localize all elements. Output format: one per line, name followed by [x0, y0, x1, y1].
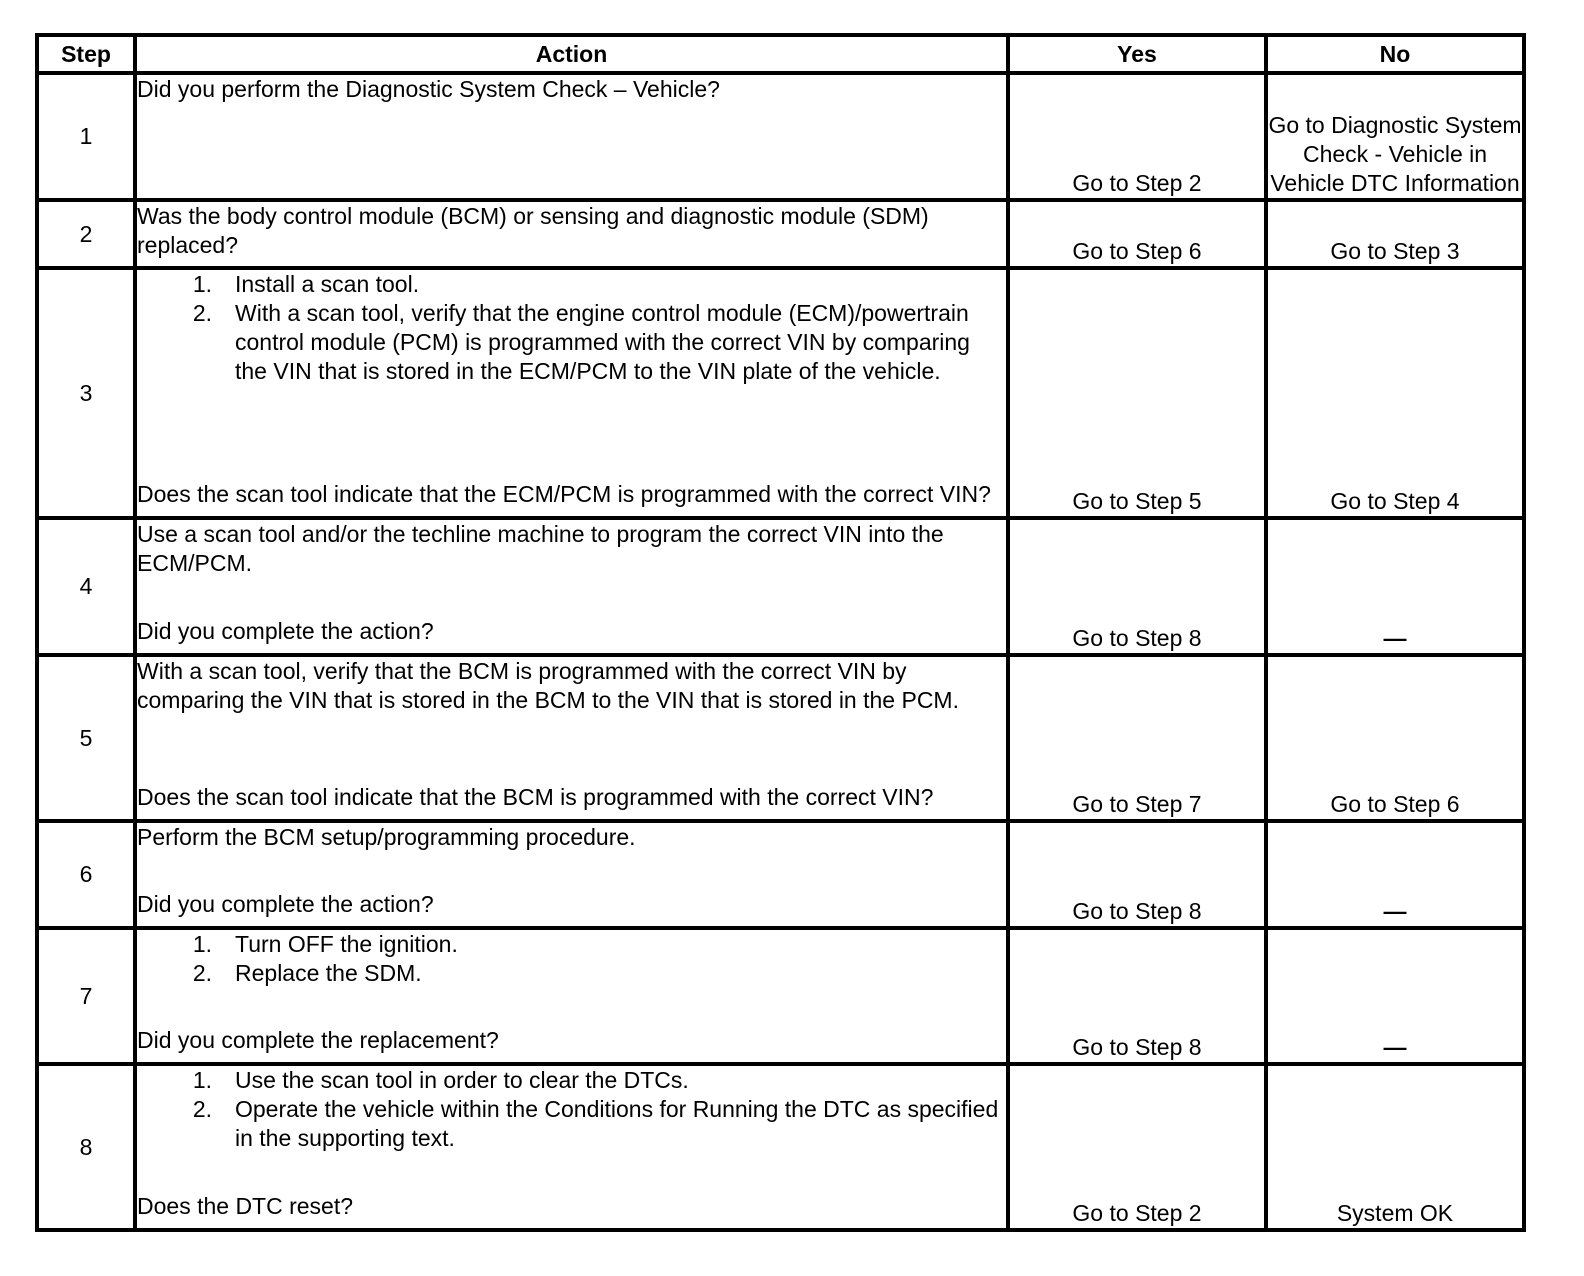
action-question: Did you complete the action? — [137, 618, 434, 644]
yes-result: Go to Step 6 — [1008, 200, 1266, 268]
list-item-text: Replace the SDM. — [235, 960, 422, 986]
action-steps-list — [137, 270, 1006, 386]
list-item-number: 2. — [192, 1096, 212, 1122]
diagnostic-table — [35, 33, 1526, 1232]
table-body — [37, 73, 1524, 1230]
step-number: 7 — [37, 928, 135, 1064]
action-cell — [135, 73, 1008, 200]
step-number: 4 — [37, 518, 135, 655]
action-question: Does the scan tool indicate that the ECM/PCM is programmed with the correct VIN? — [137, 481, 991, 507]
list-item-text: With a scan tool, verify that the engine control module (ECM)/powertrain control module (PCM) is programmed with the correct VIN by comparing the VIN that is stored in the ECM/PCM to the VIN plate of the vehicle. — [235, 300, 970, 384]
yes-result: Go to Step 8 — [1008, 518, 1266, 655]
no-result: — — [1266, 928, 1524, 1064]
header-no: No — [1266, 35, 1524, 73]
step-number: 5 — [37, 655, 135, 821]
header-step: Step — [37, 35, 135, 73]
no-result: — — [1266, 518, 1524, 655]
list-item — [137, 1095, 1006, 1153]
table-row — [37, 1064, 1524, 1230]
action-cell — [135, 518, 1008, 655]
list-item — [137, 270, 1006, 299]
table-row — [37, 928, 1524, 1064]
action-cell — [135, 821, 1008, 928]
no-result: — — [1266, 821, 1524, 928]
table-row — [37, 73, 1524, 200]
list-item — [137, 1066, 1006, 1095]
action-question: Does the scan tool indicate that the BCM is programmed with the correct VIN? — [137, 784, 934, 810]
list-item — [137, 959, 1006, 988]
action-steps-list — [137, 1066, 1006, 1153]
yes-result: Go to Step 5 — [1008, 268, 1266, 518]
list-item-number: 1. — [192, 931, 212, 957]
action-question: Did you complete the action? — [137, 891, 434, 917]
table-row — [37, 268, 1524, 518]
header-action: Action — [135, 35, 1008, 73]
list-item-number: 1. — [192, 1067, 212, 1093]
action-question: Did you complete the replacement? — [137, 1027, 499, 1053]
yes-result: Go to Step 8 — [1008, 821, 1266, 928]
list-item — [137, 930, 1006, 959]
step-number: 2 — [37, 200, 135, 268]
list-item-text: Operate the vehicle within the Conditions for Running the DTC as specified in the supporting text. — [235, 1096, 999, 1151]
yes-result: Go to Step 8 — [1008, 928, 1266, 1064]
list-item — [137, 299, 1006, 386]
no-result: Go to Step 4 — [1266, 268, 1524, 518]
list-item-number: 2. — [192, 960, 212, 986]
no-result: System OK — [1266, 1064, 1524, 1230]
no-result: Go to Diagnostic System Check - Vehicle in Vehicle DTC Information — [1266, 73, 1524, 200]
step-number: 1 — [37, 73, 135, 200]
table-row — [37, 655, 1524, 821]
list-item-text: Use the scan tool in order to clear the DTCs. — [235, 1067, 689, 1093]
header-yes: Yes — [1008, 35, 1266, 73]
step-number: 6 — [37, 821, 135, 928]
action-question: Was the body control module (BCM) or sensing and diagnostic module (SDM) replaced? — [137, 203, 929, 258]
no-result: Go to Step 3 — [1266, 200, 1524, 268]
step-number: 3 — [37, 268, 135, 518]
no-result: Go to Step 6 — [1266, 655, 1524, 821]
action-cell — [135, 268, 1008, 518]
header-row — [37, 35, 1524, 73]
yes-result: Go to Step 7 — [1008, 655, 1266, 821]
action-cell — [135, 928, 1008, 1064]
list-item-number: 2. — [192, 300, 212, 326]
list-item-number: 1. — [192, 271, 212, 297]
action-text: With a scan tool, verify that the BCM is programmed with the correct VIN by comparing the VIN that is stored in the BCM to the VIN that is stored in the PCM. — [137, 658, 959, 713]
action-text: Use a scan tool and/or the techline machine to program the correct VIN into the ECM/PCM. — [137, 521, 944, 576]
table-row — [37, 518, 1524, 655]
action-question: Does the DTC reset? — [137, 1193, 354, 1219]
action-steps-list — [137, 930, 1006, 988]
yes-result: Go to Step 2 — [1008, 1064, 1266, 1230]
table-row — [37, 821, 1524, 928]
table-row — [37, 200, 1524, 268]
action-cell — [135, 655, 1008, 821]
action-question: Did you perform the Diagnostic System Check – Vehicle? — [137, 76, 720, 102]
list-item-text: Turn OFF the ignition. — [235, 931, 458, 957]
step-number: 8 — [37, 1064, 135, 1230]
yes-result: Go to Step 2 — [1008, 73, 1266, 200]
action-text: Perform the BCM setup/programming procedure. — [137, 824, 636, 850]
action-cell — [135, 1064, 1008, 1230]
list-item-text: Install a scan tool. — [235, 271, 420, 297]
action-cell — [135, 200, 1008, 268]
